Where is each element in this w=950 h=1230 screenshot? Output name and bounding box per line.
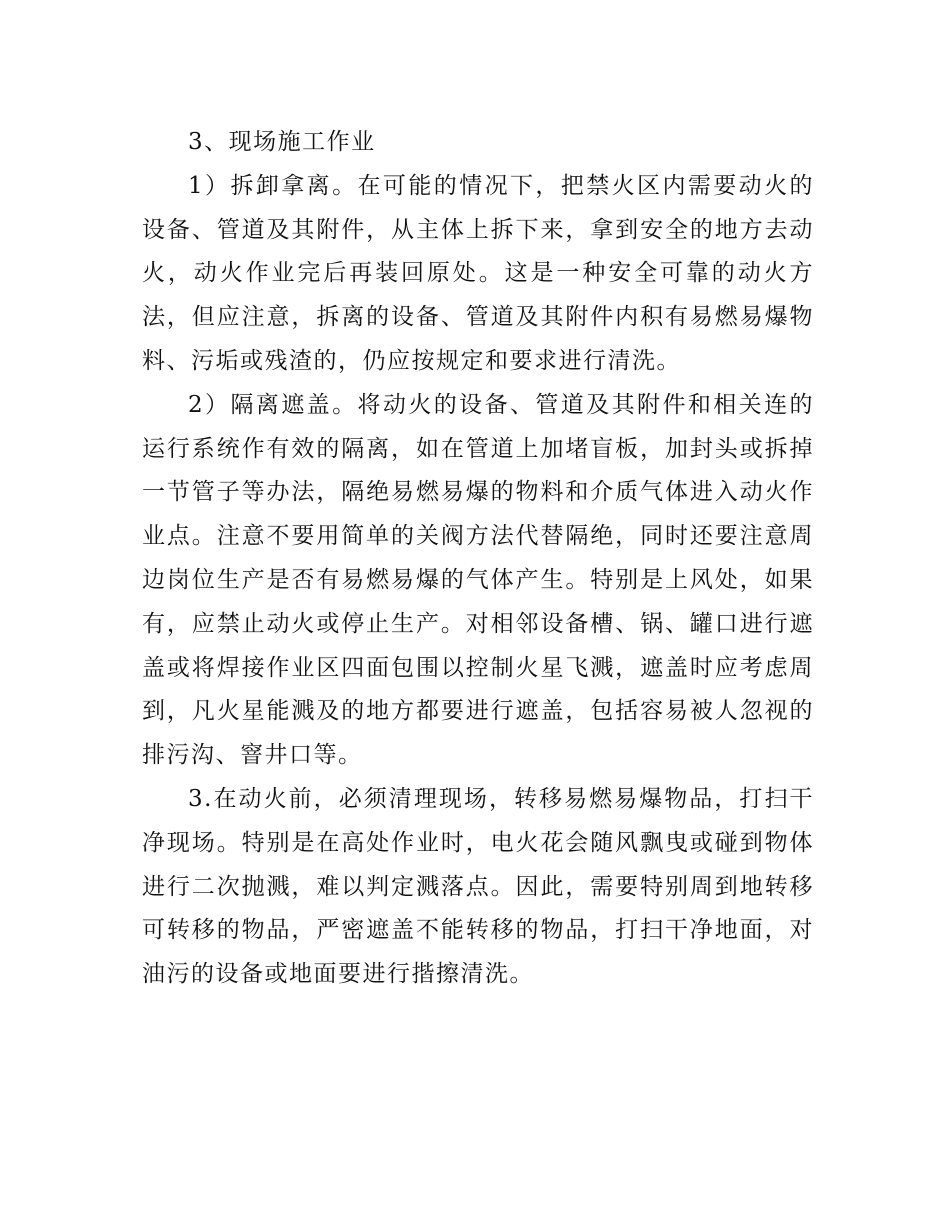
section-heading: 3、现场施工作业 xyxy=(188,129,376,155)
document-body xyxy=(142,121,814,997)
paragraph-isolate-cover: 2）隔离遮盖。将动火的设备、管道及其附件和相关连的运行系统作有效的隔离，如在管道上加堵盲板，加封头或拆掉一节管子等办法，隔绝易燃易爆的物料和介质气体进入动火作业点。注意不要用简单的关阀方法代替隔绝，同时还要注意周边岗位生产是否有易燃易爆的气体产生。特别是上风处，如果有，应禁止动火或停止生产。对相邻设备槽、锅、罐口进行遮盖或将焊接作业区四面包围以控制火星飞溅，遮盖时应考虑周到，凡火星能溅及的地方都要进行遮盖，包括容易被人忽视的排污沟、窨井口等。 xyxy=(142,391,814,769)
paragraph-dismantle: 1）拆卸拿离。在可能的情况下，把禁火区内需要动火的设备、管道及其附件，从主体上拆下来，拿到安全的地方去动火，动火作业完后再装回原处。这是一种安全可靠的动火方法，但应注意，拆离的设备、管道及其附件内积有易燃易爆物料、污垢或残渣的，仍应按规定和要求进行清洗。 xyxy=(142,172,814,374)
paragraph-clear-site: 3.在动火前，必须清理现场，转移易燃易爆物品，打扫干净现场。特别是在高处作业时，电火花会随风飘曳或碰到物体进行二次抛溅，难以判定溅落点。因此，需要特别周到地转移可转移的物品，严密遮盖不能转移的物品，打扫干净地面，对油污的设备或地面要进行揩擦清洗。 xyxy=(142,785,814,988)
